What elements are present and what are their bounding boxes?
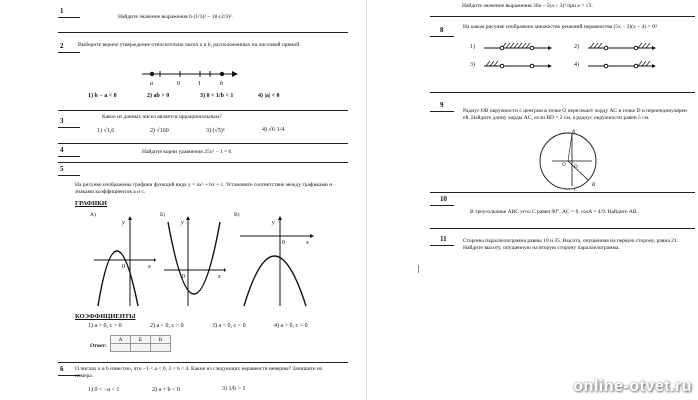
svg-text:0: 0 — [182, 274, 185, 280]
task-1-number: 1 — [60, 7, 64, 15]
graph-label-b: Б) — [160, 212, 165, 218]
coef-option-2: 2) a < 0, c > 0 — [150, 323, 184, 329]
answer-cell-a[interactable] — [111, 344, 131, 352]
svg-text:x: x — [306, 240, 309, 246]
task-3-option-2: 2) √160 — [150, 128, 169, 134]
task-3-text: Какое из данных чисел является иррациональным? — [102, 114, 222, 120]
task-8-option-3: 3) — [470, 62, 475, 68]
circle-figure — [532, 128, 604, 192]
coef-option-3: 3) a < 0, c < 0 — [212, 323, 246, 329]
task-4-number: 4 — [60, 146, 64, 154]
solution-set-1 — [482, 40, 554, 58]
task-1-text: Найдите значение выражения 6·(1/3)² − 18·(2/3)². — [118, 14, 233, 20]
task-6-option-3: 3) 1/b > 1 — [222, 386, 246, 392]
page-divider — [366, 0, 367, 400]
graph-label-c: В) — [234, 212, 240, 218]
task-3-option-1: 1) √1,6 — [97, 128, 115, 134]
solution-set-2 — [586, 40, 658, 58]
task-8-option-2: 2) — [574, 44, 579, 50]
answer-cell-c[interactable] — [151, 344, 171, 352]
task-2-text: Выберите верное утверждение относительно чисел a и b, расположенных на числовой прямой. — [78, 42, 301, 48]
task-2-option-1: 1) b − a < 0 — [88, 93, 117, 99]
point-o: O — [562, 163, 566, 168]
axis-label-b: b — [220, 81, 223, 87]
solution-set-3 — [482, 58, 554, 76]
svg-text:0: 0 — [122, 264, 125, 270]
coefficients-title: КОЭФФИЦИЕНТЫ — [75, 313, 136, 320]
task-6-number: 6 — [60, 365, 64, 373]
task-4-text: Найдите корни уравнения 25x² − 1 = 0. — [142, 149, 233, 155]
axis-label-one: 1 — [198, 81, 201, 87]
task-3-option-3: 3) (√5)⁶ — [206, 128, 225, 134]
coef-option-1: 1) a > 0, c > 0 — [88, 323, 122, 329]
task-9-number: 9 — [440, 101, 444, 109]
task-8-option-1: 1) — [470, 44, 475, 50]
text-cursor — [418, 265, 419, 273]
svg-text:x: x — [218, 274, 221, 280]
task-3-number: 3 — [60, 117, 64, 125]
graph-c — [238, 216, 314, 308]
answer-table — [110, 335, 171, 352]
svg-text:0: 0 — [282, 240, 285, 246]
answer-label: Ответ: — [90, 343, 107, 349]
axis-label-a: a — [150, 81, 153, 87]
task-5-text: На рисунке изображены графики функций вида y = ax² + bx + c. Установите соответствие между графиками и знаками коэффициентов a и c. — [75, 182, 333, 195]
watermark: online-otvet.ru — [573, 378, 692, 395]
task-6-text: О числах a и b известно, что −1 < a < 0, 3 < b < 4. Какие из следующих неравенств неверны? Запишите их номера. — [75, 366, 323, 379]
solution-set-4 — [586, 58, 658, 76]
task-10-text: В треугольнике ABC угол C равен 90°, AC = 8, cosA = 4/9. Найдите AB. — [470, 209, 638, 215]
task-9-text: Радиус OB окружности с центром в точке O пересекает хорду AC в точке D и перпендикулярен ей. Найдите длину хорды AC, если BD = 2 см, а радиус окружности равен 5 см. — [463, 108, 687, 121]
task-5-number: 5 — [60, 165, 64, 173]
task-10-number: 10 — [440, 195, 447, 203]
task-11-text: Стороны параллелограмма равны 10 и 35. Высота, опущенная на первую сторону, равна 21. Найдите высоту, опущенную на вторую сторону параллелограмма. — [463, 238, 679, 251]
task-8-option-4: 4) — [574, 62, 579, 68]
graph-b — [162, 216, 226, 308]
axis-label-zero: 0 — [177, 81, 180, 87]
graphs-title: ГРАФИКИ — [75, 200, 107, 207]
svg-text:y: y — [181, 220, 184, 226]
graph-a — [92, 216, 156, 308]
graph-label-a: А) — [90, 212, 96, 218]
task-3-option-4: 4) √6·1/4 — [262, 127, 285, 133]
task-2-option-2: 2) ab > 0 — [147, 93, 170, 99]
task-6-option-2: 2) a + b < 0 — [152, 387, 180, 393]
coef-option-4: 4) a > 0, c < 0 — [274, 323, 308, 329]
task-8-number: 8 — [440, 26, 444, 34]
point-d: D — [574, 165, 578, 170]
point-c: C — [574, 188, 578, 192]
task-8-text: На каком рисунке изображено множество решений неравенства (5x − 2)(x − 4) > 0? — [463, 24, 658, 30]
task-7-text: Найдите значение выражения 30a − 5(a + 3)² при a = √3. — [462, 3, 593, 9]
svg-text:y: y — [272, 220, 275, 226]
point-a: A — [572, 130, 576, 135]
answer-col-c: В — [151, 336, 171, 344]
task-2-number: 2 — [60, 42, 64, 50]
number-line-figure — [140, 66, 240, 88]
point-b: B — [592, 183, 596, 188]
task-2-option-4: 4) |a| < 0 — [258, 93, 280, 99]
answer-cell-b[interactable] — [131, 344, 151, 352]
svg-text:x: x — [148, 264, 151, 270]
answer-col-b: Б — [131, 336, 151, 344]
task-11-number: 11 — [440, 235, 447, 243]
task-2-option-3: 3) 0 < 1/b < 1 — [200, 93, 234, 99]
task-6-option-1: 1) 0 < −a < 1 — [88, 387, 120, 393]
svg-text:y: y — [122, 220, 125, 226]
answer-col-a: А — [111, 336, 131, 344]
